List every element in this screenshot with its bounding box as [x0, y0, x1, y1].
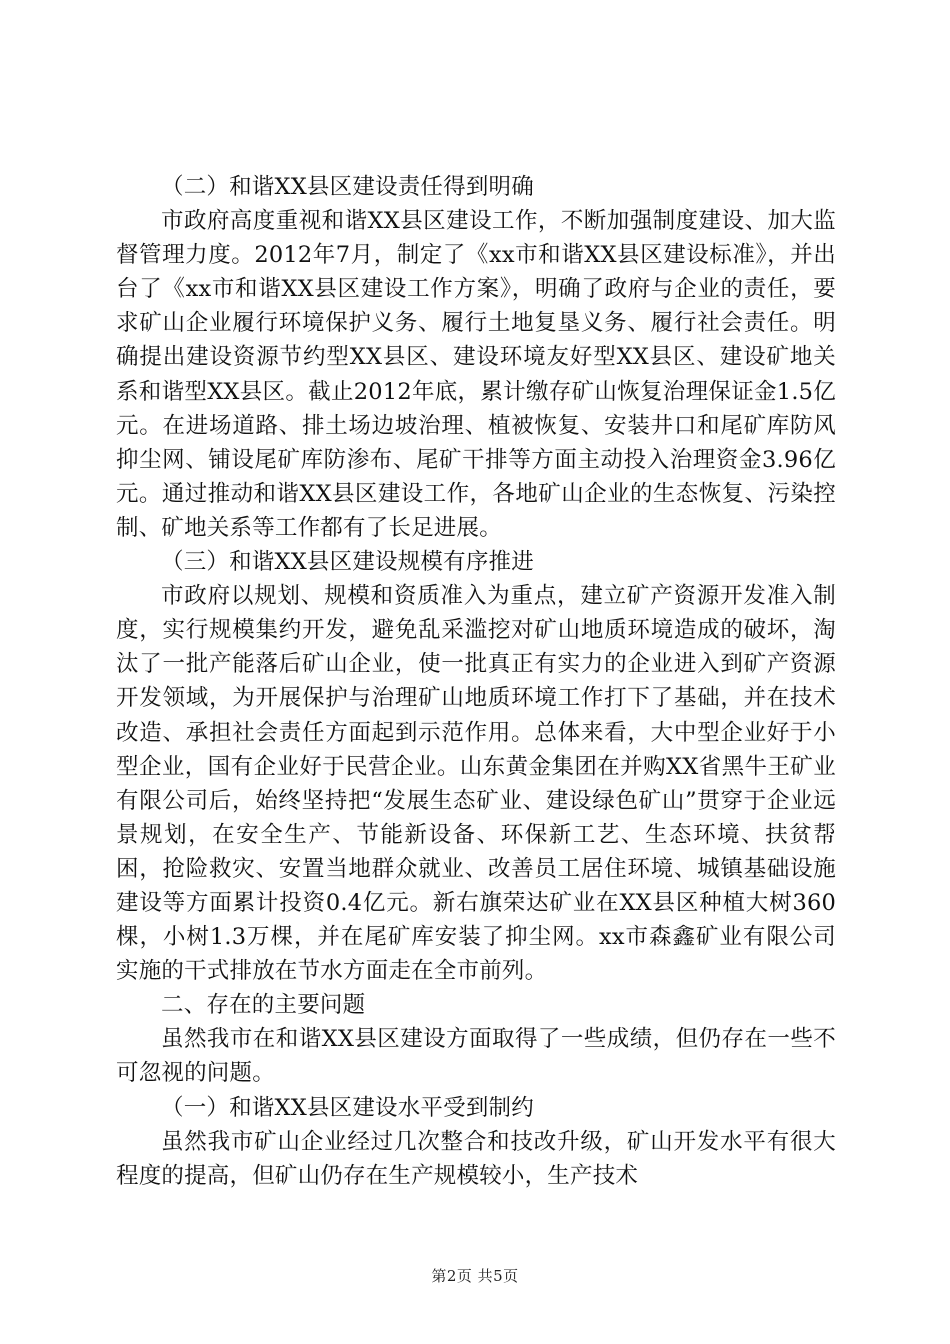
paragraph-responsibility: 市政府高度重视和谐XX县区建设工作，不断加强制度建设、加大监督管理力度。2012年7月，制定了《xx市和谐XX县区建设标准》，并出台了《xx市和谐XX县区建设工作方案》，明确了政府与企业的责任，要求矿山企业履行环境保护义务、履行土地复垦义务、履行社会责任。明确提出建设资源节约型XX县区、建设环境友好型XX县区、建设矿地关系和谐型XX县区。截止2012年底，累计缴存矿山恢复治理保证金1.5亿元。在进场道路、排土场边坡治理、植被恢复、安装井口和尾矿库防风抑尘网、铺设尾矿库防渗布、尾矿干排等方面主动投入治理资金3.96亿元。通过推动和谐XX县区建设工作，各地矿山企业的生态恢复、污染控制、矿地关系等工作都有了长足进展。 [116, 208, 836, 541]
document-body [116, 170, 836, 1193]
paragraph-scale: 市政府以规划、规模和资质准入为重点，建立矿产资源开发准入制度，实行规模集约开发，避免乱采滥挖对矿山地质环境造成的破坏，淘汰了一批产能落后矿山企业，使一批真正有实力的企业进入到矿产资源开发领域，为开展保护与治理矿山地质环境工作打下了基础，并在技术改造、承担社会责任方面起到示范作用。总体来看，大中型企业好于小型企业，国有企业好于民营企业。山东黄金集团在并购XX省黑牛王矿业有限公司后，始终坚持把“发展生态矿业、建设绿色矿山”贯穿于企业远景规划，在安全生产、节能新设备、环保新工艺、生态环境、扶贫帮困，抢险救灾、安置当地群众就业、改善员工居住环境、城镇基础设施建设等方面累计投资0.4亿元。新右旗荣达矿业在XX县区种植大树360棵，小树1.3万棵，并在尾矿库安装了抑尘网。xx市森鑫矿业有限公司实施的干式排放在节水方面走在全市前列。 [116, 583, 836, 985]
section-heading-responsibility: （二）和谐XX县区建设责任得到明确 [161, 174, 534, 200]
page-number-footer: 第2页 共5页 [431, 1267, 519, 1285]
section-heading-level-constrained: （一）和谐XX县区建设水平受到制约 [161, 1094, 534, 1121]
paragraph-level-constrained: 虽然我市矿山企业经过几次整合和技改升级，矿山开发水平有很大程度的提高，但矿山仍存在生产规模较小，生产技术 [116, 1128, 836, 1189]
section-heading-scale: （三）和谐XX县区建设规模有序推进 [161, 549, 534, 576]
paragraph-problems-intro: 虽然我市在和谐XX县区建设方面取得了一些成绩，但仍存在一些不可忽视的问题。 [116, 1026, 836, 1087]
section-heading-problems: 二、存在的主要问题 [161, 992, 366, 1019]
